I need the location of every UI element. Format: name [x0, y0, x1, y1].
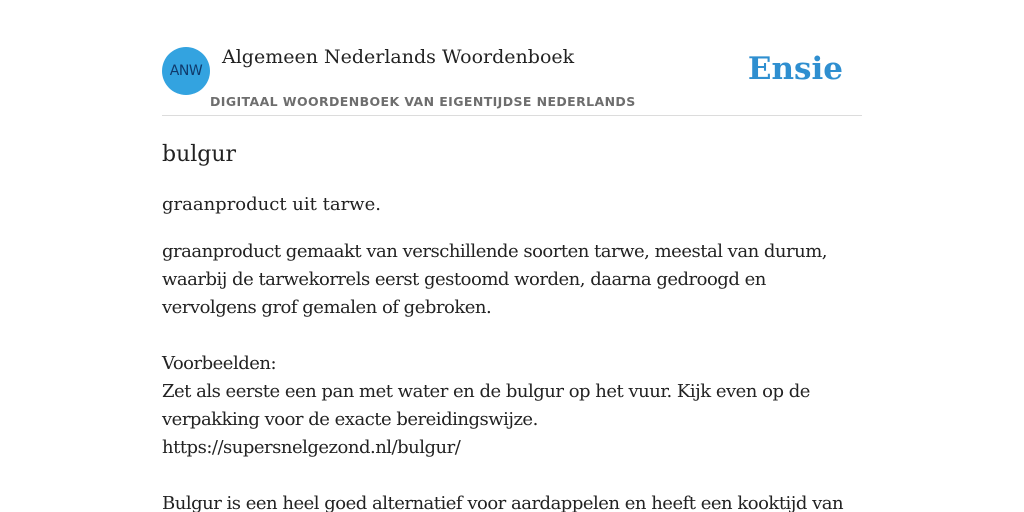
long-definition: graanproduct gemaakt van verschillende soorten tarwe, meestal van durum, waarbij de tarwekorrels eerst gestoomd worden, daarna gedroogd en vervolgens grof gemalen of gebroken. [162, 241, 827, 318]
site-header [162, 44, 862, 116]
headword: bulgur [162, 142, 237, 167]
site-subtitle: DIGITAAL WOORDENBOEK VAN EIGENTIJDSE NEDERLANDS [210, 94, 636, 109]
ensie-logo-link[interactable]: Ensie [747, 51, 843, 87]
examples-label: Voorbeelden: [162, 353, 277, 374]
entry-content [162, 137, 862, 512]
short-definition: graanproduct uit tarwe. [162, 194, 381, 215]
anw-logo[interactable] [162, 47, 210, 95]
example-text: Zet als eerste een pan met water en de bulgur op het vuur. Kijk even op de verpakking voor de exacte bereidingswijze. [162, 381, 810, 430]
example-item [162, 490, 862, 512]
examples-section [162, 350, 862, 512]
example-source: https://supersnelgezond.nl/bulgur/ [162, 437, 461, 458]
example-item [162, 378, 862, 462]
site-title[interactable]: Algemeen Nederlands Woordenboek [222, 46, 575, 68]
example-text: Bulgur is een heel goed alternatief voor aardappelen en heeft een kooktijd van [162, 493, 844, 512]
logo-text: ANW [169, 63, 203, 79]
